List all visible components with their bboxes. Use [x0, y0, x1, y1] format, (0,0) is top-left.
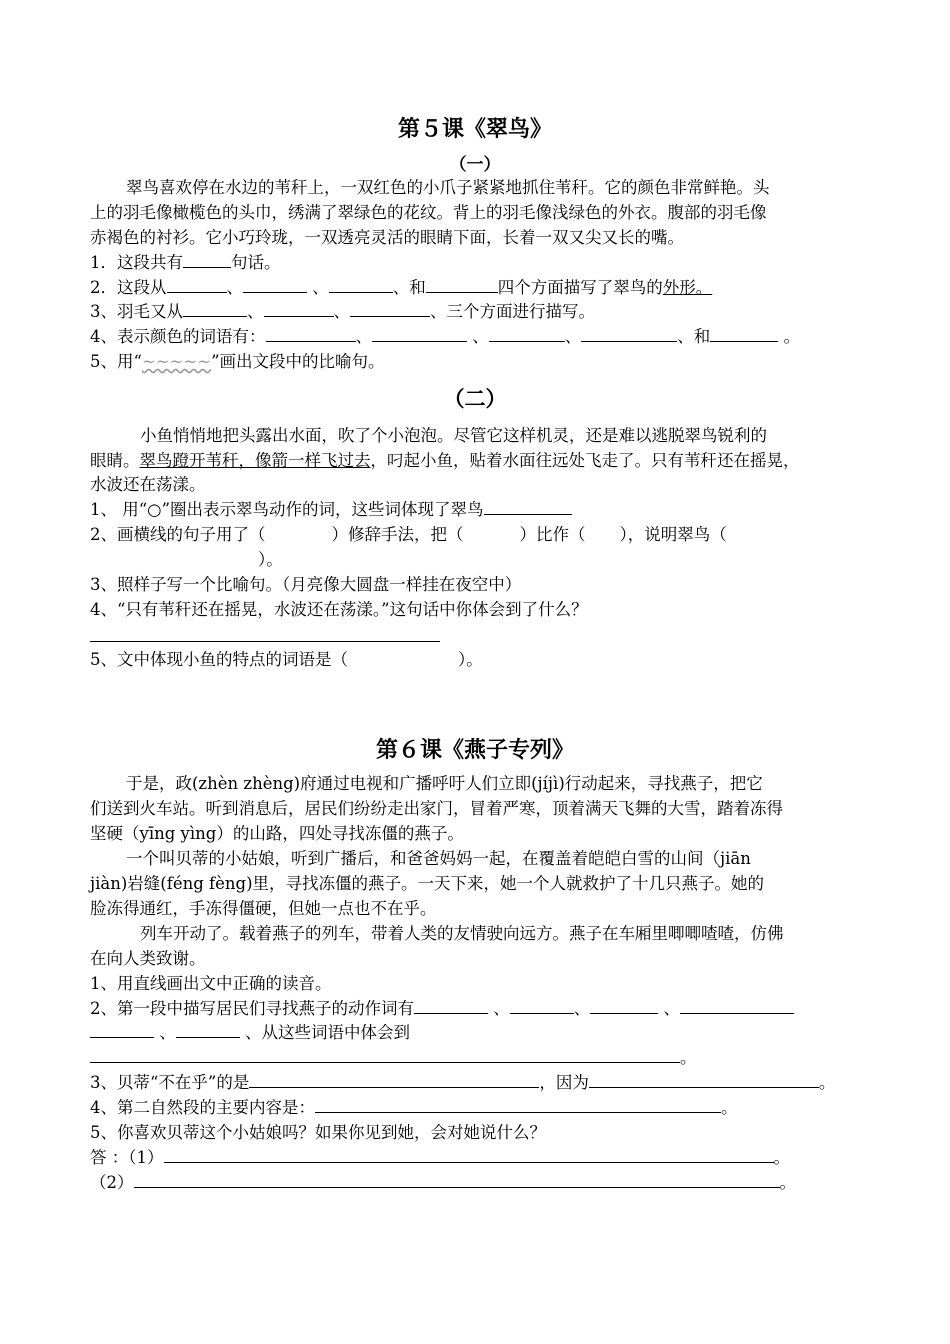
lesson5-passage1-line1: 翠鸟喜欢停在水边的苇秆上，一双红色的小爪子紧紧地抓住苇秆。它的颜色非常鲜艳。头: [126, 178, 770, 197]
lesson6-passage-line1: 于是，政(zhèn zhèng)府通过电视和广播呼吁人们立即(jíjì)行动起来，寻找燕子，把它: [126, 774, 763, 793]
lesson5-passage2-line1: 小鱼悄悄地把头露出水面，吹了个小泡泡。尽管它这样机灵，还是难以逃脱翠鸟锐利的: [140, 426, 767, 445]
lesson5-passage2-line3: 水波还在荡漾。: [90, 475, 206, 494]
lesson5-part2-q5: 5、文中体现小鱼的特点的词语是（ ）。: [90, 650, 483, 669]
answer-blank[interactable]: [134, 1171, 780, 1188]
answer-line[interactable]: [90, 641, 440, 642]
answer-blank[interactable]: [167, 276, 227, 293]
lesson6-title: 第６课《燕子专列》: [375, 738, 574, 763]
answer-blank[interactable]: [266, 325, 356, 342]
lesson6-answer2: （2） 。: [90, 1173, 796, 1192]
answer-blank[interactable]: [510, 997, 574, 1014]
answer-blank[interactable]: [90, 1046, 680, 1063]
lesson5-q5: 5、用“~~~~~”画出文段中的比喻句。: [90, 352, 385, 371]
answer-blank[interactable]: [710, 325, 778, 342]
underlined-sentence: 翠鸟蹬开苇秆，像箭一样飞过去: [139, 451, 371, 470]
lesson5-passage2-line2: 眼睛。翠鸟蹬开苇秆，像箭一样飞过去，叼起小鱼，贴着水面往远处飞走了。只有苇秆还在摇晃，: [90, 451, 800, 470]
answer-blank[interactable]: [489, 325, 565, 342]
lesson6-q3: 3、贝蒂“不在乎”的是 ，因为 。: [90, 1073, 836, 1092]
answer-blank[interactable]: [243, 276, 307, 293]
lesson6-q2: 2、第一段中描写居民们寻找燕子的动作词有 、 、 、: [90, 997, 794, 1021]
answer-blank[interactable]: [164, 1146, 774, 1163]
lesson5-part2-q2-cont: ）。: [258, 550, 283, 569]
answer-blank[interactable]: [249, 1071, 539, 1088]
lesson6-passage-line7: 列车开动了。载着燕子的列车，带着人类的友情驶向远方。燕子在车厢里唧唧喳喳，仿佛: [140, 924, 784, 943]
answer-blank[interactable]: [183, 251, 231, 268]
lesson5-part2-q3: 3、照样子写一个比喻句。（月亮像大圆盘一样挂在夜空中）: [90, 575, 522, 594]
wavy-line-symbol: ~~~~~: [141, 352, 212, 371]
lesson6-answer1: 答 ：（1） 。: [90, 1148, 790, 1167]
lesson5-part2-heading: （二）: [443, 387, 507, 411]
lesson6-q2-cont2: 。: [90, 1046, 697, 1070]
lesson5-part2-q2: 2、画横线的句子用了（ ）修辞手法，把（ ）比作（ ），说明翠鸟（: [90, 525, 727, 544]
lesson6-passage-line4: 一个叫贝蒂的小姑娘，听到广播后，和爸爸妈妈一起，在覆盖着皑皑白雪的山间（jiān: [126, 849, 751, 868]
lesson6-passage-line2: 们送到火车站。听到消息后，居民们纷纷走出家门，冒着严寒，顶着满天飞舞的大雪，踏着冻得: [90, 799, 783, 818]
answer-blank[interactable]: [589, 1071, 819, 1088]
answer-blank[interactable]: [426, 276, 498, 293]
lesson5-q3: 3、羽毛又从 、 、 、三个方面进行描写。: [90, 302, 595, 321]
answer-blank[interactable]: [315, 1096, 721, 1113]
lesson5-part2-q1: 1、 用“○”圈出表示翠鸟动作的词，这些词体现了翠鸟: [90, 498, 572, 522]
answer-blank[interactable]: [183, 300, 247, 317]
answer-blank[interactable]: [176, 1021, 240, 1038]
answer-blank[interactable]: [414, 997, 488, 1014]
answer-blank[interactable]: [90, 1021, 154, 1038]
lesson6-passage-line3: 坚硬（yīng yìng）的山路，四处寻找冻僵的燕子。: [90, 824, 464, 843]
answer-blank[interactable]: [590, 997, 658, 1014]
answer-blank[interactable]: [329, 276, 393, 293]
lesson5-part1-heading: （一）: [449, 155, 501, 175]
lesson6-passage-line6: 脸冻得通红，手冻得僵硬，但她一点也不在乎。: [90, 899, 437, 918]
lesson5-part2-q4: 4、“只有苇秆还在摇晃，水波还在荡漾。”这句话中你体会到了什么？: [90, 600, 588, 619]
lesson5-q1: 1．这段共有 句话。: [90, 253, 281, 272]
lesson5-title: 第５课《翠鸟》: [397, 117, 552, 142]
answer-blank[interactable]: [372, 325, 467, 342]
answer-blank[interactable]: [350, 300, 430, 317]
lesson6-passage-line5: jiàn)岩缝(féng fèng)里，寻找冻僵的燕子。一天下来，她一个人就救护了十几只燕子。她的: [90, 874, 765, 893]
lesson6-q1: 1、用直线画出文中正确的读音。: [90, 974, 332, 993]
lesson5-q4: 4、表示颜色的词语有： 、 、 、 、和 。: [90, 327, 800, 346]
lesson6-q5: 5、你喜欢贝蒂这个小姑娘吗？如果你见到她，会对她说什么？: [90, 1123, 546, 1142]
lesson6-q4: 4、第二自然段的主要内容是： 。: [90, 1098, 738, 1117]
lesson6-q2-cont: 、 、从这些词语中体会到: [90, 1021, 410, 1045]
answer-blank[interactable]: [680, 997, 794, 1014]
lesson6-passage-line8: 在向人类致谢。: [90, 949, 206, 968]
answer-blank[interactable]: [484, 498, 572, 515]
answer-blank[interactable]: [264, 300, 334, 317]
answer-blank[interactable]: [581, 325, 677, 342]
lesson5-passage1-line2: 上的羽毛像橄榄色的头巾，绣满了翠绿色的花纹。背上的羽毛像浅绿色的外衣。腹部的羽毛像: [90, 203, 767, 222]
lesson5-q2: 2．这段从 、 、 、和 四个方面描写了翠鸟的外形。: [90, 278, 713, 297]
lesson5-passage1-line3: 赤褐色的衬衫。它小巧玲珑，一双透亮灵活的眼睛下面，长着一双又尖又长的嘴。: [90, 228, 684, 247]
